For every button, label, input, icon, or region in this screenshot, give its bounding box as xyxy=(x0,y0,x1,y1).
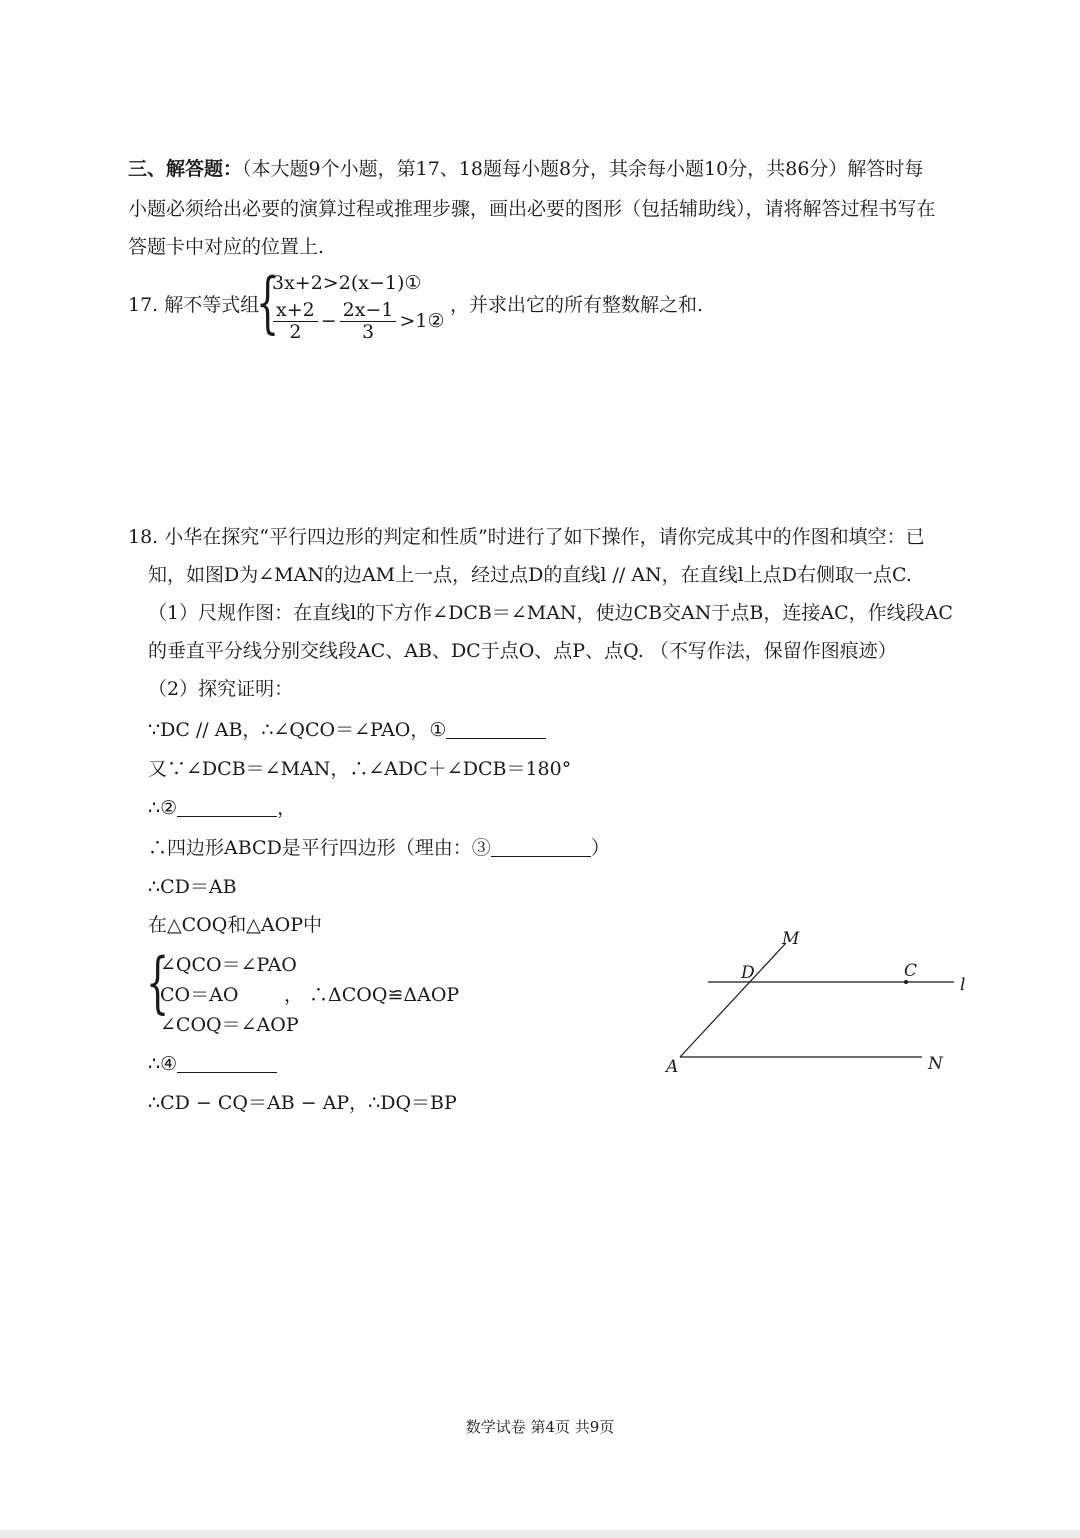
geometry-figure xyxy=(650,920,990,1085)
q18-system-3: ∠COQ＝∠AOP xyxy=(160,1014,299,1036)
q18-system-conclusion: ， ∴ΔCOQ≌ΔAOP xyxy=(284,984,460,1006)
q18-proof-7: ∴④ xyxy=(148,1054,277,1074)
q17-label: 17. 解不等式组 xyxy=(128,294,260,316)
q17-brace: { xyxy=(256,264,280,341)
q18-system-2: CO＝AO xyxy=(160,984,239,1006)
q18-proof-6: 在△COQ和△AOP中 xyxy=(148,914,322,936)
q18-line-5: （2）探究证明： xyxy=(148,678,294,700)
answer-blank-1[interactable] xyxy=(446,720,546,739)
q18-system-1: ∠QCO＝∠PAO xyxy=(160,954,297,976)
label-a: A xyxy=(666,1057,679,1077)
label-c: C xyxy=(904,961,918,981)
q18-line-1: 18. 小华在探究“平行四边形的判定和性质”时进行了如下操作，请你完成其中的作图和填空：已 xyxy=(128,526,925,548)
q18-proof-8: ∴CD − CQ＝AB − AP，∴DQ＝BP xyxy=(148,1092,457,1114)
q18-proof-2: 又∵∠DCB＝∠MAN，∴∠ADC＋∠DCB＝180° xyxy=(148,758,572,780)
q17-inequality-2: $\frac{x+2}{2}$ − $\frac{2x-1}{3}$ >1② xyxy=(270,300,445,343)
section-intro-line-2: 小题必须给出必要的演算过程或推理步骤，画出必要的图形（包括辅助线），请将解答过程书写在 xyxy=(128,198,936,220)
q17-fraction-2: $\frac{2x-1}{3}$ xyxy=(340,300,397,343)
q17-inequality-1: 3x+2>2(x−1)① xyxy=(272,272,422,294)
section-intro-line-3: 答题卡中对应的位置上. xyxy=(128,236,325,258)
q18-line-2: 知，如图D为∠MAN的边AM上一点，经过点D的直线l // AN，在直线l上点D右侧取一点C. xyxy=(148,564,912,586)
page-footer: 数学试卷 第4页 共9页 xyxy=(465,1418,615,1436)
q17-instruction: ，并求出它的所有整数解之和. xyxy=(450,294,704,316)
ray-am xyxy=(680,943,786,1057)
q17-fraction-1: $\frac{x+2}{2}$ xyxy=(273,300,318,343)
q18-line-4: 的垂直平分线分别交线段AC、AB、DC于点O、点P、点Q. （不写作法，保留作图痕迹） xyxy=(148,640,897,662)
answer-blank-3[interactable] xyxy=(491,838,591,857)
label-m: M xyxy=(782,929,800,949)
q18-line-3: （1）尺规作图：在直线l的下方作∠DCB＝∠MAN，使边CB交AN于点B，连接AC，作线段AC xyxy=(148,602,953,624)
label-d: D xyxy=(741,963,755,983)
label-l: l xyxy=(960,975,966,995)
q18-proof-4: ∴四边形ABCD是平行四边形（理由：③ ） xyxy=(148,837,610,859)
bottom-edge xyxy=(0,1530,1080,1538)
section-heading: 三、解答题： xyxy=(128,158,243,180)
q18-proof-3: ∴② ， xyxy=(148,797,297,819)
section-intro-line-1: 三、解答题：（本大题9个小题，第17、18题每小题8分，其余每小题10分，共86分）解答时每 xyxy=(128,158,924,180)
label-n: N xyxy=(928,1054,943,1074)
q18-system-brace: { xyxy=(146,944,170,1021)
answer-blank-4[interactable] xyxy=(177,1054,277,1073)
q18-proof-5: ∴CD＝AB xyxy=(148,876,237,898)
q18-proof-1: ∵DC // AB，∴∠QCO＝∠PAO，① xyxy=(148,720,546,740)
answer-blank-2[interactable] xyxy=(177,798,277,817)
